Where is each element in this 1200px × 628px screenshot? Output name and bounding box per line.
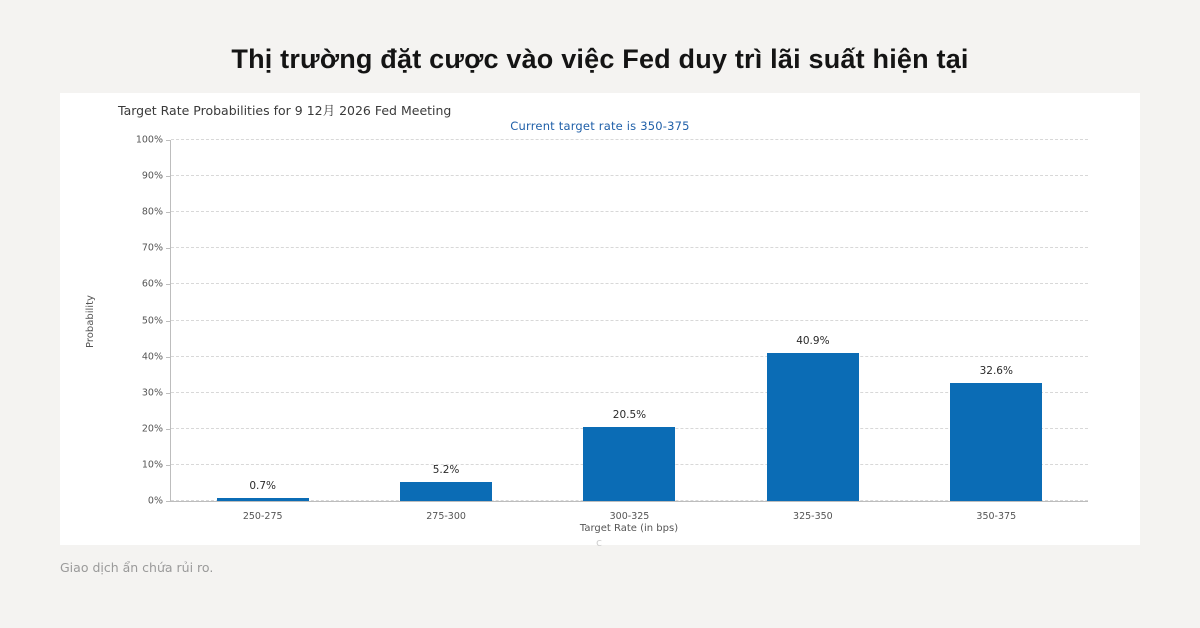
bar-value-label: 20.5% <box>612 409 647 421</box>
bar-value-label: 40.9% <box>796 335 830 348</box>
y-axis-label <box>82 140 98 502</box>
y-axis-tick-label: 70% <box>141 242 163 254</box>
bar-group[interactable] <box>721 140 904 522</box>
bar-group[interactable] <box>905 140 1088 522</box>
watermark: c <box>596 536 603 549</box>
plot-area <box>135 134 1088 522</box>
x-axis-label: Target Rate (in bps) <box>579 523 679 534</box>
x-axis-tick-label: 275-300 <box>426 511 466 522</box>
chart-card <box>60 93 1140 545</box>
bar-value-label: 0.7% <box>249 480 277 493</box>
y-axis-tick-label: 20% <box>141 423 163 435</box>
bar[interactable] <box>767 353 859 501</box>
x-axis-tick-label: 350-375 <box>976 511 1017 522</box>
y-axis-tick-label: 10% <box>141 459 163 471</box>
bar-value-label: 5.2% <box>432 464 460 477</box>
bar[interactable] <box>583 427 675 501</box>
y-axis-tick-label: 50% <box>141 315 163 326</box>
x-axis-tick-label: 300-325 <box>609 511 650 522</box>
x-axis-tick-label: 325-350 <box>793 511 833 522</box>
y-axis-tick-label: 40% <box>141 351 163 363</box>
bar-group[interactable] <box>354 140 537 522</box>
page-title: Thị trường đặt cược vào việc Fed duy trì lãi suất hiện tại <box>231 44 969 74</box>
y-axis-tick-mark <box>166 501 171 502</box>
y-axis-tick-label: 0% <box>147 495 163 507</box>
bar-value-label: 32.6% <box>979 365 1013 378</box>
chart-title: Target Rate Probabilities for 9 12月 2026 Fed Meeting <box>118 103 452 118</box>
bar-group[interactable] <box>171 140 354 522</box>
y-axis-tick-label: 60% <box>141 278 163 290</box>
bar-series <box>171 140 1088 522</box>
y-axis-tick-label: 30% <box>141 387 163 399</box>
bar[interactable] <box>400 482 492 501</box>
bar[interactable] <box>217 498 309 501</box>
y-axis-tick-label: 80% <box>141 206 163 218</box>
y-axis-label-text: Probability <box>84 294 96 348</box>
y-axis-tick-label: 90% <box>141 170 163 182</box>
bar[interactable] <box>950 383 1042 501</box>
y-axis-tick-label: 100% <box>135 134 163 146</box>
chart-figure <box>60 93 1140 545</box>
x-axis-tick-label: 250-275 <box>242 511 283 522</box>
bar-group[interactable] <box>538 140 721 522</box>
chart-subtitle: Current target rate is 350-375 <box>510 119 690 133</box>
footer-note: Giao dịch ẩn chứa rủi ro. <box>60 560 214 575</box>
